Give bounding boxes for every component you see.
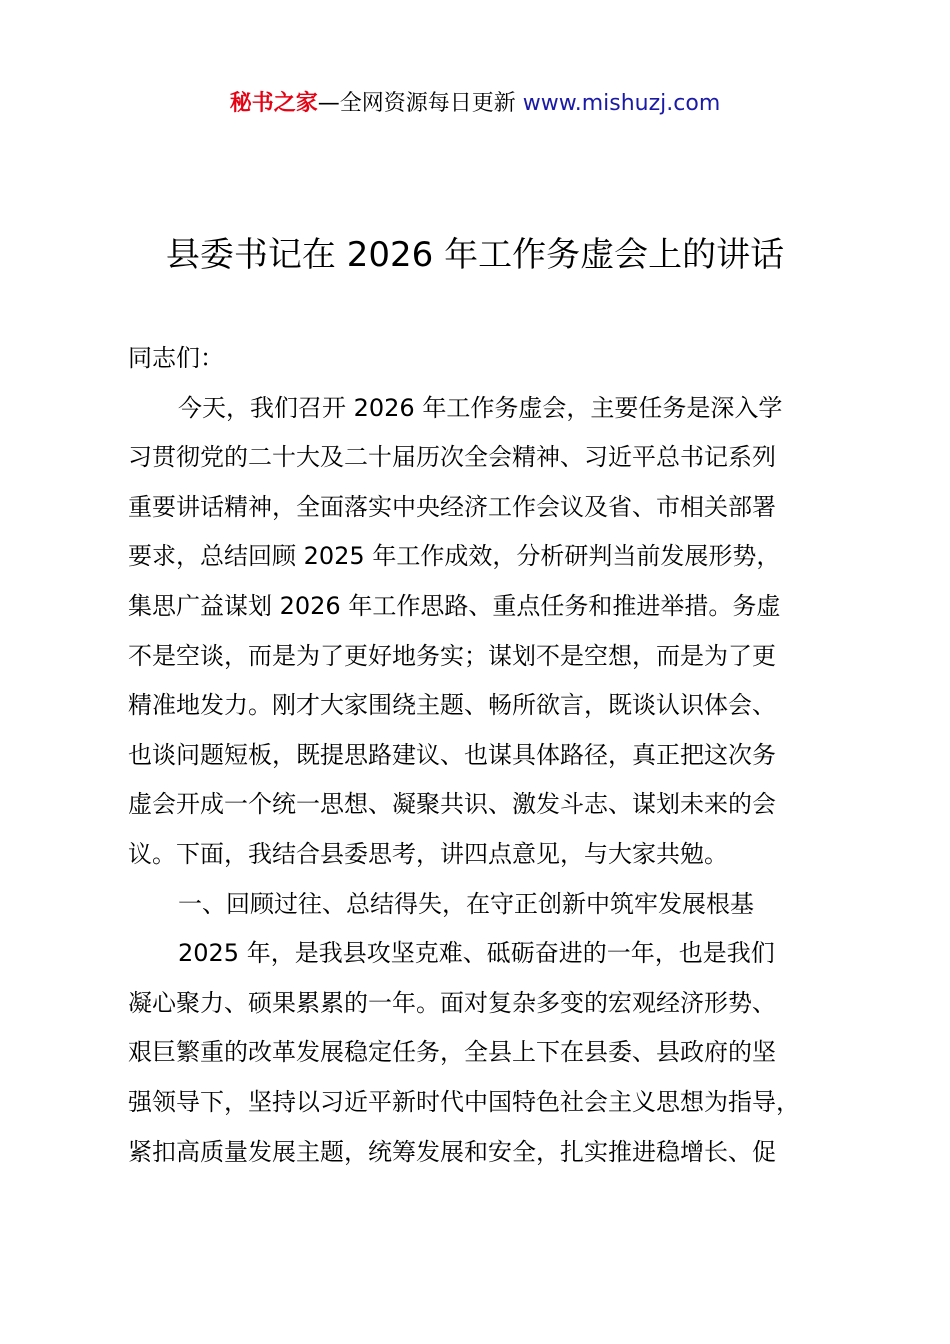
text-line: 虚会开成一个统一思想、凝聚共识、激发斗志、谋划未来的会 xyxy=(128,790,776,819)
site-header xyxy=(0,88,950,120)
brand-name: 秘书之家 xyxy=(229,91,318,116)
document-body xyxy=(128,334,858,1177)
site-slogan: —全网资源每日更新 xyxy=(317,91,523,116)
text-line: 艰巨繁重的改革发展稳定任务，全县上下在县委、县政府的坚 xyxy=(128,1038,776,1067)
text-line: 议。下面，我结合县委思考，讲四点意见，与大家共勉。 xyxy=(128,839,728,868)
document-title: 县委书记在 2026 年工作务虚会上的讲话 xyxy=(165,235,785,275)
text-line: 凝心聚力、硕果累累的一年。面对复杂多变的宏观经济形势、 xyxy=(128,988,776,1017)
text-line: 一、回顾过往、总结得失，在守正创新中筑牢发展根基 xyxy=(178,889,754,918)
text-line: 也谈问题短板，既提思路建议、也谋具体路径，真正把这次务 xyxy=(128,740,776,769)
text-line: 重要讲话精神，全面落实中央经济工作会议及省、市相关部署 xyxy=(128,492,776,521)
text-line: 强领导下，坚持以习近平新时代中国特色社会主义思想为指导， xyxy=(128,1087,800,1116)
text-line: 习贯彻党的二十大及二十届历次全会精神、习近平总书记系列 xyxy=(128,443,776,472)
text-line: 2025 年，是我县攻坚克难、砥砺奋进的一年，也是我们 xyxy=(178,939,775,968)
text-line: 今天，我们召开 2026 年工作务虚会，主要任务是深入学 xyxy=(178,393,783,422)
text-line: 紧扣高质量发展主题，统筹发展和安全，扎实推进稳增长、促 xyxy=(128,1137,776,1166)
site-url-link[interactable]: www.mishuzj.com xyxy=(522,91,721,116)
text-line: 不是空谈，而是为了更好地务实；谋划不是空想，而是为了更 xyxy=(128,641,776,670)
text-line: 精准地发力。刚才大家围绕主题、畅所欲言，既谈认识体会、 xyxy=(128,691,776,720)
text-line: 集思广益谋划 2026 年工作思路、重点任务和推进举措。务虚 xyxy=(128,591,781,620)
text-line: 要求，总结回顾 2025 年工作成效，分析研判当前发展形势， xyxy=(128,542,781,571)
text-line: 同志们： xyxy=(128,344,224,372)
